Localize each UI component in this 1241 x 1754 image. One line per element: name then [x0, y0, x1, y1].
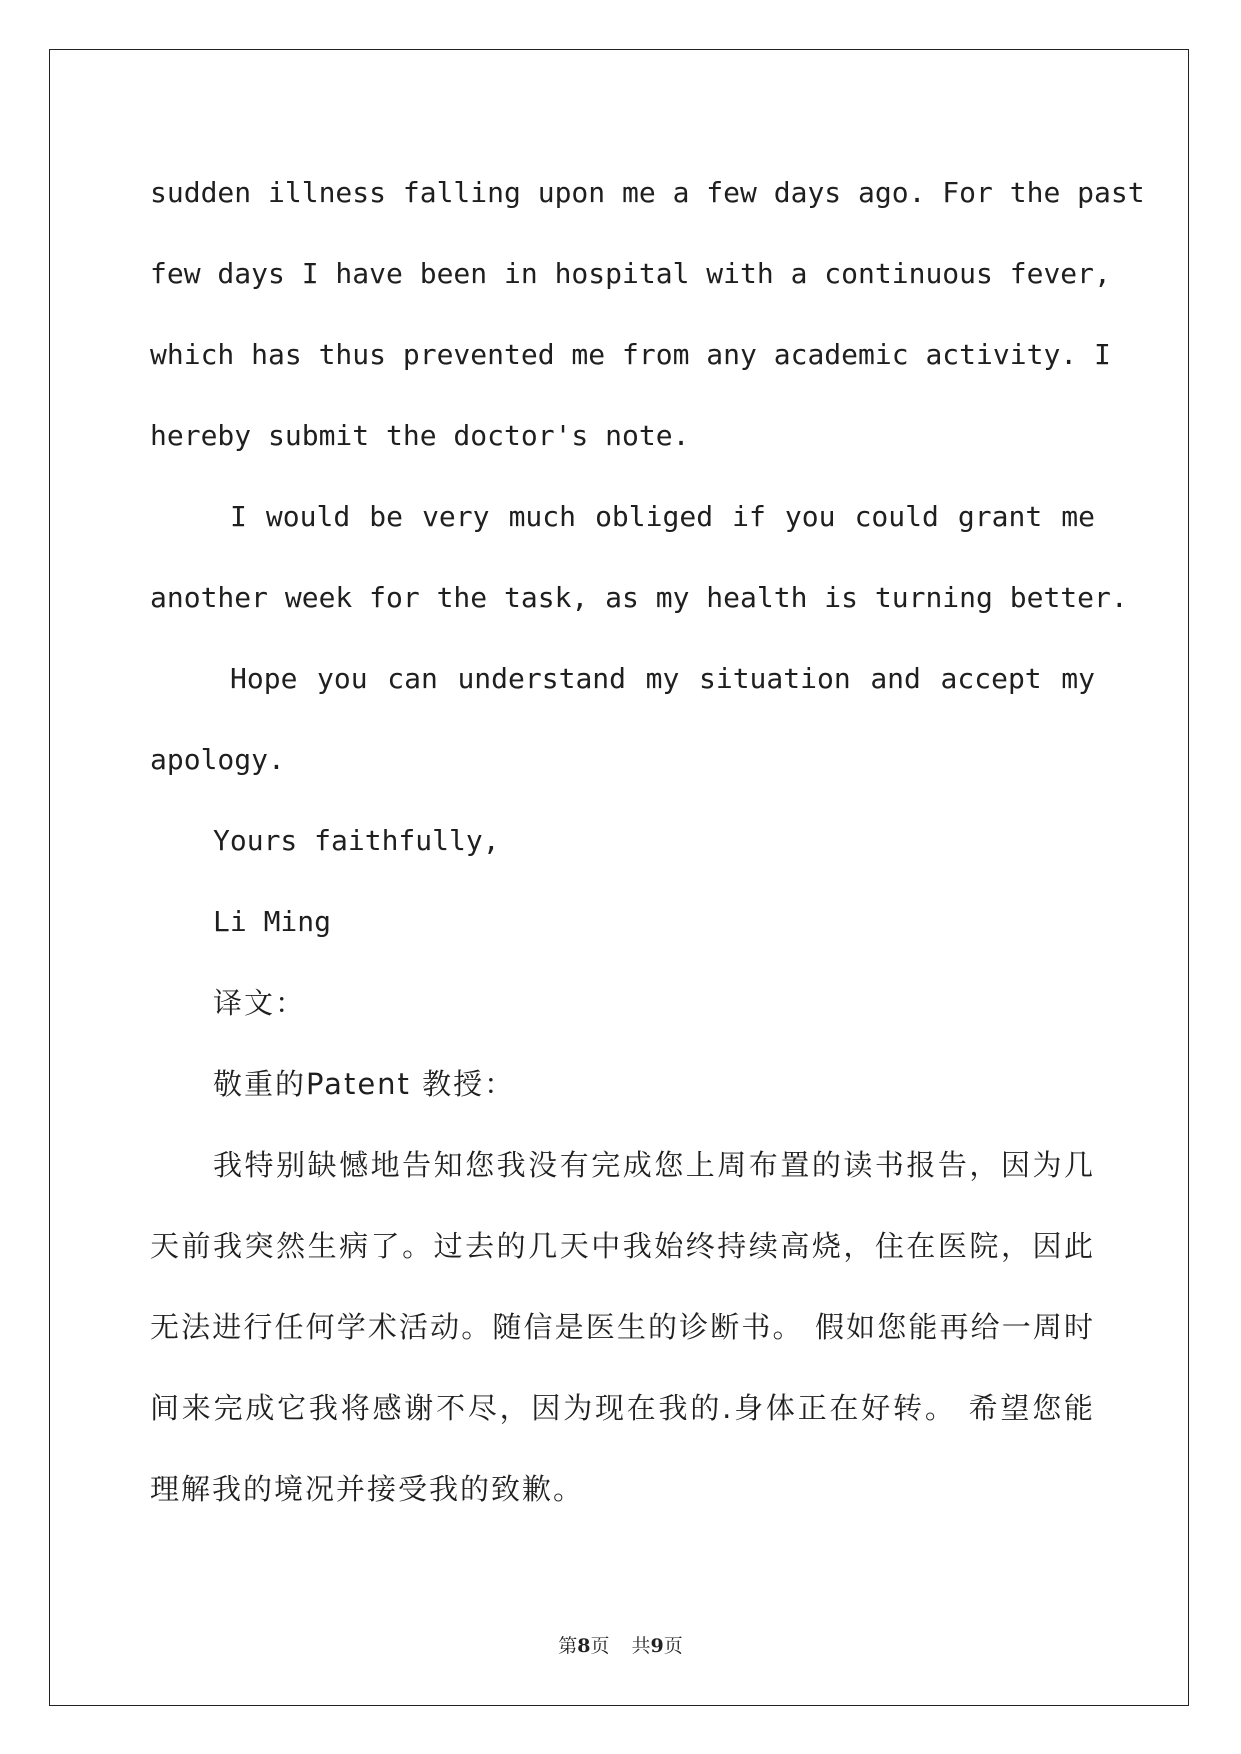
footer-page-number: 8 [577, 1635, 591, 1657]
translation-salutation: 敬重的Patent 教授： [213, 1067, 516, 1101]
closing-line: Yours faithfully, [213, 824, 500, 857]
body-line-4: hereby submit the doctor's note. [150, 419, 690, 452]
translation-line-1: 我特别缺憾地告知您我没有完成您上周布置的读书报告，因为几 [213, 1148, 1095, 1182]
page-border [49, 49, 1189, 1706]
signature-name: Li Ming [213, 905, 332, 938]
footer-prefix-page: 第 [558, 1635, 578, 1657]
footer-prefix-total: 共 [631, 1635, 651, 1657]
body-line-2: few days I have been in hospital with a continuous fever, [150, 257, 1111, 290]
translation-line-3: 无法进行任何学术活动。随信是医生的诊断书。 假如您能再给一周时 [150, 1310, 1095, 1344]
translation-line-4: 间来完成它我将感谢不尽，因为现在我的.身体正在好转。 希望您能 [150, 1391, 1095, 1425]
body-line-1: sudden illness falling upon me a few days ago. For the past [150, 176, 1145, 209]
body-line-8: apology. [150, 743, 285, 776]
body-line-6: another week for the task, as my health is turning better. [150, 581, 1128, 614]
body-line-3: which has thus prevented me from any academic activity. I [150, 338, 1111, 371]
translation-line-5: 理解我的境况并接受我的致歉。 [150, 1472, 585, 1506]
body-line-7: Hope you can understand my situation and accept my [230, 662, 1095, 695]
footer-total-pages: 9 [650, 1635, 664, 1657]
body-line-5: I would be very much obliged if you could grant me [230, 500, 1095, 533]
translation-heading: 译文： [213, 986, 307, 1020]
page-footer [0, 1631, 1241, 1658]
footer-suffix-total: 页 [663, 1635, 683, 1657]
translation-line-2: 天前我突然生病了。过去的几天中我始终持续高烧，住在医院，因此 [150, 1229, 1095, 1263]
footer-suffix-page: 页 [590, 1635, 610, 1657]
